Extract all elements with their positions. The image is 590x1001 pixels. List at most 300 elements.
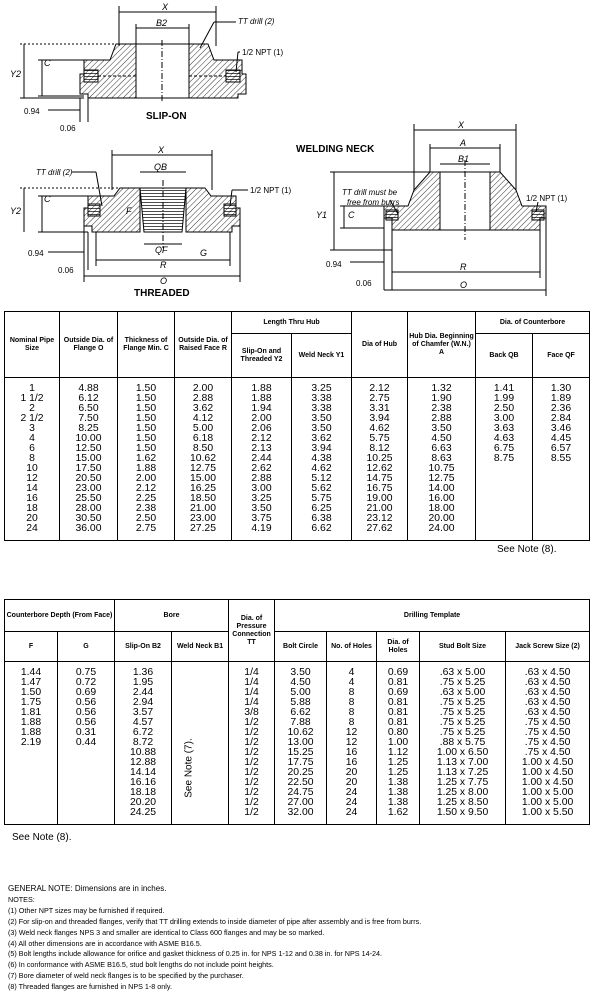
table-cell: 5.75 xyxy=(352,434,408,444)
note-4: (4) All other dimensions are in accordance with ASME B16.5. xyxy=(8,938,202,948)
table-cell: 0.69 xyxy=(377,668,420,678)
table-cell: 2.00 xyxy=(118,474,175,484)
table-cell: 1.25 xyxy=(377,768,420,778)
table-cell: 1.94 xyxy=(232,404,292,414)
table-cell: 20.50 xyxy=(60,474,118,484)
table-cell: .75 x 4.50 xyxy=(506,748,590,758)
slip-on-drawing xyxy=(20,6,246,122)
header-g: G xyxy=(58,632,115,662)
header-jack-screw: Jack Screw Size (2) xyxy=(506,632,590,662)
table-cell: 24.25 xyxy=(115,808,172,818)
table-cell: 10.62 xyxy=(275,728,327,738)
header-bore-weld-neck: Weld Neck B1 xyxy=(172,632,229,662)
header-counterbore: Dia. of Counterbore xyxy=(476,312,590,334)
table-cell xyxy=(172,738,229,748)
welding-neck-title: WELDING NECK xyxy=(296,144,375,155)
table-cell: 21.00 xyxy=(352,504,408,514)
table-cell: 6.62 xyxy=(292,524,352,534)
table-cell: 10.88 xyxy=(115,748,172,758)
table-cell: 7.50 xyxy=(60,414,118,424)
table-cell xyxy=(172,798,229,808)
table-cell: 32.00 xyxy=(275,808,327,818)
header-hub-dia-chamfer: Hub Dia. Beginning of Chamfer (W.N.) A xyxy=(408,312,476,378)
table-cell: 0.56 xyxy=(58,698,115,708)
table-cell: 1.36 xyxy=(115,668,172,678)
table-cell: 8.63 xyxy=(408,454,476,464)
table-cell: 0.72 xyxy=(58,678,115,688)
table-cell: 18 xyxy=(5,504,60,514)
table-cell: 1.25 x 7.75 xyxy=(420,778,506,788)
table-cell: 1.44 xyxy=(5,668,58,678)
notes-section xyxy=(8,884,588,993)
table-cell: 4.50 xyxy=(275,678,327,688)
table-cell: 1.12 xyxy=(377,748,420,758)
table-cell: 4.62 xyxy=(292,464,352,474)
table-cell xyxy=(172,688,229,698)
welding-neck-y1-label: Y1 xyxy=(316,210,328,220)
table-cell xyxy=(58,748,115,758)
table-cell xyxy=(533,504,590,514)
table-cell xyxy=(533,524,590,534)
table-cell xyxy=(58,758,115,768)
table-cell: .75 x 5.25 xyxy=(420,678,506,688)
table-cell xyxy=(172,768,229,778)
table-cell: 1.38 xyxy=(377,798,420,808)
table-cell: 17.50 xyxy=(60,464,118,474)
table-cell: 6 xyxy=(5,444,60,454)
table-cell: 3.38 xyxy=(292,394,352,404)
table-cell xyxy=(5,798,58,808)
table-cell: 6.12 xyxy=(60,394,118,404)
table-cell: 2.94 xyxy=(115,698,172,708)
table-cell: 4 xyxy=(5,434,60,444)
table-cell: 8.12 xyxy=(352,444,408,454)
table-cell: 4.57 xyxy=(115,718,172,728)
table-cell: 3.62 xyxy=(175,404,232,414)
table-cell: 2.12 xyxy=(352,384,408,394)
table-cell: 3.57 xyxy=(115,708,172,718)
threaded-006-label: 0.06 xyxy=(58,266,74,275)
table-cell: 1.38 xyxy=(377,788,420,798)
welding-neck-npt-label: 1/2 NPT (1) xyxy=(526,194,568,203)
table-cell: 12 xyxy=(327,738,377,748)
table-cell: 6.25 xyxy=(292,504,352,514)
table-cell: 1.13 x 7.25 xyxy=(420,768,506,778)
table-cell: 1.00 x 4.50 xyxy=(506,758,590,768)
table-cell xyxy=(58,798,115,808)
table-cell: 2.75 xyxy=(352,394,408,404)
table-cell: 24 xyxy=(327,798,377,808)
table-cell: 2.88 xyxy=(232,474,292,484)
welding-neck-tt-label-2: free from burrs xyxy=(347,198,400,207)
table-cell: 12.75 xyxy=(175,464,232,474)
table-cell: 5.00 xyxy=(175,424,232,434)
table-cell: 2.12 xyxy=(232,434,292,444)
table-cell: 3.62 xyxy=(292,434,352,444)
note-7: (7) Bore diameter of weld neck flanges is to be specified by the purchaser. xyxy=(8,971,244,981)
table-cell: 4.12 xyxy=(175,414,232,424)
dimensions-table xyxy=(4,311,590,541)
table-cell: 1.00 x 4.50 xyxy=(506,778,590,788)
table-cell: 1.50 xyxy=(118,434,175,444)
table-cell: 1/4 xyxy=(229,698,275,708)
slip-on-c-label: C xyxy=(44,58,51,68)
table-cell: 27.00 xyxy=(275,798,327,808)
table-cell xyxy=(58,788,115,798)
welding-neck-a-label: A xyxy=(460,138,467,148)
threaded-094-label: 0.94 xyxy=(28,249,44,258)
table-cell: 36.00 xyxy=(60,524,118,534)
table-cell: 1.00 x 6.50 xyxy=(420,748,506,758)
table-cell: 1.50 xyxy=(118,424,175,434)
table-cell: 5.00 xyxy=(275,688,327,698)
table-cell: 1/4 xyxy=(229,668,275,678)
table-cell: 2.44 xyxy=(232,454,292,464)
table-cell: 0.81 xyxy=(377,698,420,708)
table-cell: 2.00 xyxy=(175,384,232,394)
table-cell: 3.25 xyxy=(232,494,292,504)
table-cell: 16 xyxy=(327,758,377,768)
table-cell: 1.88 xyxy=(5,728,58,738)
table-cell: 3.94 xyxy=(292,444,352,454)
header-f: F xyxy=(5,632,58,662)
table-cell: 2.62 xyxy=(232,464,292,474)
table-cell: 3.75 xyxy=(232,514,292,524)
table-cell xyxy=(172,708,229,718)
table-cell: 8.25 xyxy=(60,424,118,434)
slip-on-b2-label: B2 xyxy=(156,18,168,28)
table-cell: 0.81 xyxy=(377,718,420,728)
table-cell: 1/2 xyxy=(229,778,275,788)
table-cell: 2.06 xyxy=(232,424,292,434)
table-cell: 16.16 xyxy=(115,778,172,788)
table-cell xyxy=(172,758,229,768)
table-cell xyxy=(172,678,229,688)
table-cell xyxy=(533,484,590,494)
table-cell: 4.19 xyxy=(232,524,292,534)
table-cell: 6.50 xyxy=(60,404,118,414)
table-cell: 1.62 xyxy=(377,808,420,818)
table-cell: 14.75 xyxy=(352,474,408,484)
table2-see-note-7-text: See Note (7). xyxy=(183,738,195,798)
table-cell: 4.88 xyxy=(60,384,118,394)
table-cell: 16.75 xyxy=(352,484,408,494)
table-cell: 1.50 xyxy=(118,444,175,454)
table-cell: 1.89 xyxy=(533,394,590,404)
table-cell xyxy=(476,494,533,504)
table-cell: 1/2 xyxy=(229,788,275,798)
table-cell: 1.00 xyxy=(377,738,420,748)
table-cell: 3.25 xyxy=(292,384,352,394)
table-cell: 5.88 xyxy=(275,698,327,708)
table-cell: 0.80 xyxy=(377,728,420,738)
table-cell: 16 xyxy=(5,494,60,504)
header-bore: Bore xyxy=(115,600,229,632)
table-cell: 1.00 x 5.00 xyxy=(506,798,590,808)
table-cell: 1.25 x 8.50 xyxy=(420,798,506,808)
table-cell: 12.88 xyxy=(115,758,172,768)
table-cell: 1.88 xyxy=(118,464,175,474)
table-cell: .88 x 5.75 xyxy=(420,738,506,748)
table-cell: 1/2 xyxy=(229,718,275,728)
table-cell xyxy=(5,748,58,758)
table-cell: 2.50 xyxy=(118,514,175,524)
table-cell: 1.30 xyxy=(533,384,590,394)
table-cell: 1.25 xyxy=(377,758,420,768)
table-cell: 10.75 xyxy=(408,464,476,474)
table-cell: 8 xyxy=(327,688,377,698)
table-cell: 8 xyxy=(327,718,377,728)
table-cell xyxy=(5,778,58,788)
table-cell: 8 xyxy=(327,708,377,718)
table-cell: 20 xyxy=(327,768,377,778)
threaded-f-label: F xyxy=(126,206,132,216)
table-cell: 0.75 xyxy=(58,668,115,678)
table-cell: 1/2 xyxy=(229,808,275,818)
table-cell: 3 xyxy=(5,424,60,434)
slip-on-npt-label: 1/2 NPT (1) xyxy=(242,48,284,57)
header-no-holes: No. of Holes xyxy=(327,632,377,662)
table-cell: 27.25 xyxy=(175,524,232,534)
table-cell xyxy=(172,728,229,738)
table-cell: 1.50 xyxy=(118,414,175,424)
table-cell: 3.31 xyxy=(352,404,408,414)
table-cell: .75 x 4.50 xyxy=(506,728,590,738)
table-cell: 22.50 xyxy=(275,778,327,788)
table-cell: 6.72 xyxy=(115,728,172,738)
table-cell: .63 x 4.50 xyxy=(506,668,590,678)
table-cell xyxy=(172,698,229,708)
table-cell: 25.50 xyxy=(60,494,118,504)
threaded-title: THREADED xyxy=(134,288,190,299)
table-cell: 2.19 xyxy=(5,738,58,748)
table-cell: 3.00 xyxy=(232,484,292,494)
table-cell xyxy=(58,808,115,818)
table-cell: 1.00 x 5.00 xyxy=(506,788,590,798)
slip-on-tt-label: TT drill (2) xyxy=(238,17,275,26)
header-pressure-connection: Dia. of Pressure Connection TT xyxy=(229,600,275,662)
table-cell: .63 x 5.00 xyxy=(420,668,506,678)
table-cell xyxy=(533,464,590,474)
table-cell: 3.46 xyxy=(533,424,590,434)
welding-neck-094-label: 0.94 xyxy=(326,260,342,269)
table-cell: 1.88 xyxy=(5,718,58,728)
table-cell: 0.81 xyxy=(377,678,420,688)
table-cell xyxy=(476,524,533,534)
table-cell xyxy=(5,808,58,818)
table-cell: 3.50 xyxy=(232,504,292,514)
threaded-qf-label: QF xyxy=(155,245,168,255)
table-cell: 1.50 xyxy=(5,688,58,698)
table-cell: 1/2 xyxy=(229,758,275,768)
table-cell: 1/4 xyxy=(229,678,275,688)
table-cell: 1/2 xyxy=(229,728,275,738)
table-cell xyxy=(172,748,229,758)
welding-neck-x-label: X xyxy=(458,120,465,130)
table-cell: 1 xyxy=(5,384,60,394)
header-bore-slip-on: Slip-On B2 xyxy=(115,632,172,662)
threaded-tt-label: TT drill (2) xyxy=(36,168,73,177)
table-cell: 1.25 x 8.00 xyxy=(420,788,506,798)
table-cell: 1.50 x 9.50 xyxy=(420,808,506,818)
header-outside-dia: Outside Dia. of Flange O xyxy=(60,312,118,378)
table-cell: 1.99 xyxy=(476,394,533,404)
table-cell: .63 x 4.50 xyxy=(506,688,590,698)
table-cell: 2.12 xyxy=(118,484,175,494)
table-cell: 18.00 xyxy=(408,504,476,514)
table-cell: 30.50 xyxy=(60,514,118,524)
table-cell: 17.75 xyxy=(275,758,327,768)
table-cell: 0.31 xyxy=(58,728,115,738)
slip-on-094-label: 0.94 xyxy=(24,107,40,116)
table-cell: 6.38 xyxy=(292,514,352,524)
table-cell: 14.14 xyxy=(115,768,172,778)
table-cell: 8.72 xyxy=(115,738,172,748)
threaded-c-label: C xyxy=(44,194,51,204)
threaded-r-label: R xyxy=(160,260,167,270)
table-cell: 2 1/2 xyxy=(5,414,60,424)
table-cell: 2 xyxy=(5,404,60,414)
table-cell: .75 x 5.25 xyxy=(420,718,506,728)
table-cell: 4.62 xyxy=(352,424,408,434)
table-cell: 3.50 xyxy=(292,424,352,434)
threaded-npt-label: 1/2 NPT (1) xyxy=(250,186,292,195)
table-cell: 28.00 xyxy=(60,504,118,514)
table-cell: 4.63 xyxy=(476,434,533,444)
table-cell: 3.63 xyxy=(476,424,533,434)
header-slip-on-y2: Slip-On and Threaded Y2 xyxy=(232,334,292,378)
table-cell: 24 xyxy=(327,808,377,818)
table-cell xyxy=(172,668,229,678)
table-cell xyxy=(172,718,229,728)
table-cell: 12 xyxy=(327,728,377,738)
welding-neck-tt-label-1: TT drill must be xyxy=(342,188,398,197)
table-cell: 1.50 xyxy=(118,394,175,404)
table-cell: 4 xyxy=(327,668,377,678)
table-cell: 1 1/2 xyxy=(5,394,60,404)
header-length-thru-hub: Length Thru Hub xyxy=(232,312,352,334)
table-cell: 24.75 xyxy=(275,788,327,798)
table-cell: 1.13 x 7.00 xyxy=(420,758,506,768)
table-cell: 8.55 xyxy=(533,454,590,464)
table-cell: 1.41 xyxy=(476,384,533,394)
table-cell: 10.25 xyxy=(352,454,408,464)
table-cell xyxy=(476,474,533,484)
table-cell: 1.90 xyxy=(408,394,476,404)
table-cell: 12.75 xyxy=(408,474,476,484)
table-cell: 2.36 xyxy=(533,404,590,414)
table1-spacer xyxy=(5,534,590,541)
table-cell: 3.94 xyxy=(352,414,408,424)
table-cell: .75 x 5.25 xyxy=(420,728,506,738)
table-cell xyxy=(58,778,115,788)
header-bolt-circle: Bolt Circle xyxy=(275,632,327,662)
table-cell: 1.81 xyxy=(5,708,58,718)
table-cell: 2.44 xyxy=(115,688,172,698)
table-cell: 2.75 xyxy=(118,524,175,534)
threaded-g-label: G xyxy=(200,248,208,258)
table-cell: 4.50 xyxy=(408,434,476,444)
table-cell xyxy=(58,768,115,778)
table-cell: 24 xyxy=(5,524,60,534)
flange-drawings xyxy=(0,0,590,305)
table-cell: 1/2 xyxy=(229,738,275,748)
table-cell: 1.00 x 4.50 xyxy=(506,768,590,778)
table-cell: 8 xyxy=(327,698,377,708)
table-cell: 23.12 xyxy=(352,514,408,524)
header-face-qf: Face QF xyxy=(533,334,590,378)
table-cell: 3.50 xyxy=(275,668,327,678)
table-cell: 20 xyxy=(5,514,60,524)
table-row xyxy=(5,524,590,534)
table-cell: 10.62 xyxy=(175,454,232,464)
table-cell: 0.81 xyxy=(377,708,420,718)
table-cell: 2.88 xyxy=(408,414,476,424)
table-cell: 0.69 xyxy=(58,688,115,698)
table-cell: 14.00 xyxy=(408,484,476,494)
table-cell: 2.50 xyxy=(476,404,533,414)
threaded-x-label: X xyxy=(158,145,165,155)
table-cell: 16.00 xyxy=(408,494,476,504)
table-cell xyxy=(533,514,590,524)
threaded-y2-label: Y2 xyxy=(10,206,22,216)
header-back-qb: Back QB xyxy=(476,334,533,378)
table-cell: 13.00 xyxy=(275,738,327,748)
table-cell: 12.50 xyxy=(60,444,118,454)
welding-neck-c-label: C xyxy=(348,210,355,220)
table-cell: .75 x 5.25 xyxy=(420,698,506,708)
table2-see-note-8: See Note (8). xyxy=(12,832,72,843)
table-cell: 14 xyxy=(5,484,60,494)
table-cell: 1.95 xyxy=(115,678,172,688)
header-dia-hub: Dia of Hub xyxy=(352,312,408,378)
table-cell: 15.00 xyxy=(175,474,232,484)
table-cell: 1/2 xyxy=(229,798,275,808)
welding-neck-r-label: R xyxy=(460,262,467,272)
table-cell: 6.75 xyxy=(476,444,533,454)
table-cell: 24 xyxy=(327,788,377,798)
table-cell: 1.88 xyxy=(232,384,292,394)
table-cell: 1/4 xyxy=(229,688,275,698)
table-cell xyxy=(533,474,590,484)
table-cell: 6.57 xyxy=(533,444,590,454)
welding-neck-006-label: 0.06 xyxy=(356,279,372,288)
slip-on-006-label: 0.06 xyxy=(60,124,76,133)
table-cell: 21.00 xyxy=(175,504,232,514)
table-cell: 23.00 xyxy=(175,514,232,524)
table-cell: 6.18 xyxy=(175,434,232,444)
note-5: (5) Bolt lengths include allowance for orifice and gasket thickness of 0.25 in. for NPS 1-12 and 0.38 in. for NPS 14-24. xyxy=(8,949,382,959)
table-cell: 4.45 xyxy=(533,434,590,444)
table-cell: 18.18 xyxy=(115,788,172,798)
table-cell: 16.25 xyxy=(175,484,232,494)
table-cell: 8.50 xyxy=(175,444,232,454)
table-cell: 0.56 xyxy=(58,708,115,718)
table-cell: 10 xyxy=(5,464,60,474)
note-6: (6) In conformance with ASME B16.5, stud bolt lengths do not include point heights. xyxy=(8,960,274,970)
table-cell: 2.13 xyxy=(232,444,292,454)
table-cell: 4.38 xyxy=(292,454,352,464)
table-row xyxy=(5,808,590,818)
table-cell xyxy=(476,514,533,524)
table-cell: .75 x 4.50 xyxy=(506,738,590,748)
header-drilling-template: Drilling Template xyxy=(275,600,590,632)
table-cell: 5.62 xyxy=(292,484,352,494)
table-cell: 3.50 xyxy=(408,424,476,434)
table-cell: 18.50 xyxy=(175,494,232,504)
threaded-qb-label: QB xyxy=(154,162,168,172)
general-note: GENERAL NOTE: Dimensions are in inches. xyxy=(8,884,167,893)
